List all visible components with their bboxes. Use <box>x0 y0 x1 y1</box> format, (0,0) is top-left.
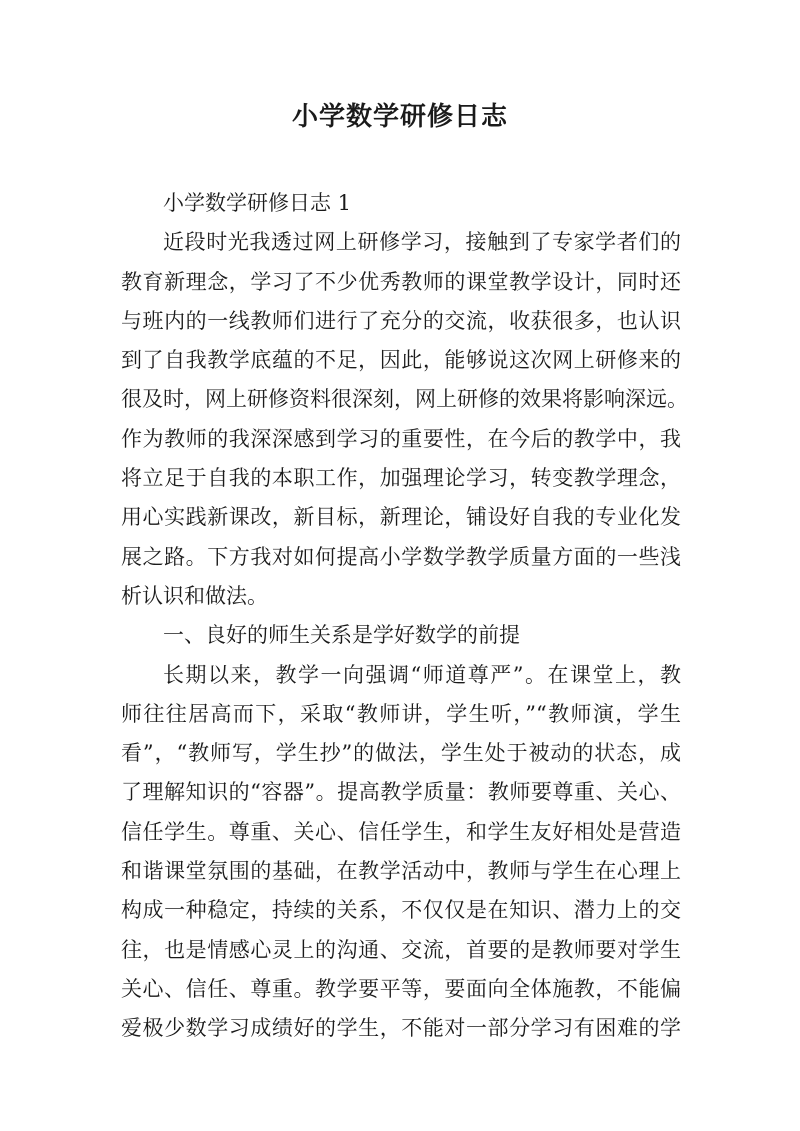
paragraph-line: 到了自我教学底蕴的不足，因此，能够说这次网上研修来的 <box>121 348 681 373</box>
paragraph-line: 和谐课堂氛围的基础，在教学活动中，教师与学生在心理上 <box>121 859 681 884</box>
paragraph-line: 往，也是情感心灵上的沟通、交流，首要的是教师要对学生 <box>121 937 681 962</box>
paragraph-line: 用心实践新课改，新目标，新理论，铺设好自我的专业化发 <box>121 505 681 530</box>
paragraph-line: 将立足于自我的本职工作，加强理论学习，转变教学理念， <box>121 466 681 491</box>
paragraph-line: 析认识和做法。 <box>121 583 268 608</box>
paragraph-line: 近段时光我透过网上研修学习，接触到了专家学者们的 <box>163 230 681 255</box>
paragraph-line: 与班内的一线教师们进行了充分的交流，收获很多，也认识 <box>121 308 681 333</box>
paragraph-line: 看”，“教师写，学生抄”的做法，学生处于被动的状态，成 <box>121 741 681 766</box>
paragraph-line: 信任学生。尊重、关心、信任学生，和学生友好相处是营造 <box>121 819 681 844</box>
paragraph-line: 很及时，网上研修资料很深刻，网上研修的效果将影响深远。 <box>121 387 688 412</box>
paragraph-line: 长期以来，教学一向强调“师道尊严”。在课堂上，教 <box>163 662 681 687</box>
paragraph-line: 师往往居高而下，采取“教师讲，学生听，”“教师演，学生 <box>121 701 681 726</box>
section-heading: 一、良好的师生关系是学好数学的前提 <box>163 623 520 648</box>
paragraph-line: 爱极少数学习成绩好的学生，不能对一部分学习有困难的学 <box>121 1016 681 1041</box>
document-body <box>121 184 688 1049</box>
paragraph-line: 教育新理念，学习了不少优秀教师的课堂教学设计，同时还 <box>121 269 681 294</box>
paragraph-line: 作为教师的我深深感到学习的重要性，在今后的教学中，我 <box>121 426 681 451</box>
paragraph-line: 了理解知识的“容器”。提高教学质量：教师要尊重、关心、 <box>121 780 681 805</box>
paragraph-line: 关心、信任、尊重。教学要平等，要面向全体施教，不能偏 <box>121 976 681 1001</box>
paragraph-line: 展之路。下方我对如何提高小学数学教学质量方面的一些浅 <box>121 544 681 569</box>
document-title: 小学数学研修日志 <box>291 102 508 132</box>
paragraph-line: 构成一种稳定，持续的关系，不仅仅是在知识、潜力上的交 <box>121 898 681 923</box>
section-heading: 小学数学研修日志 1 <box>163 191 352 215</box>
